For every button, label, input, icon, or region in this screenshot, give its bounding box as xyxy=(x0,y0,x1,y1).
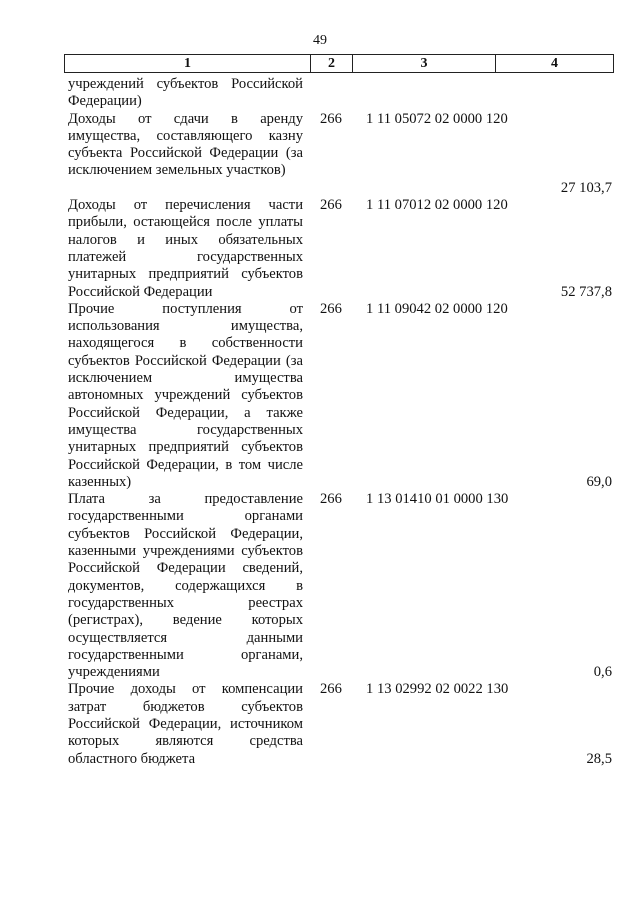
admin-code: 266 xyxy=(320,491,342,508)
table-row xyxy=(0,197,640,301)
income-name: учреждений субъектов Российской Федерации) xyxy=(68,76,303,110)
income-name: Прочие поступления от использования имущества, находящегося в собственности субъектов Российской Федерации (за исключением имущества автономных учреждений субъектов Российской Федерации, а также имущества государственных унитарных предприятий субъектов Российской Федерации, в том числе казенных) xyxy=(68,300,303,490)
admin-code: 266 xyxy=(320,681,342,698)
column-header-3: 3 xyxy=(353,55,496,72)
amount-value: 52 737,8 xyxy=(560,283,612,300)
budget-classification-code: 1 11 05072 02 0000 120 xyxy=(366,110,508,127)
income-name: Доходы от сдачи в аренду имущества, составляющего казну субъекта Российской Федерации (за исключением земельных участков) xyxy=(68,110,303,179)
amount-value: 69,0 xyxy=(586,473,612,490)
table-row xyxy=(0,681,640,767)
budget-classification-code: 1 11 09042 02 0000 120 xyxy=(366,300,508,317)
column-header-4: 4 xyxy=(551,56,558,71)
admin-code: 266 xyxy=(320,197,342,214)
table-body xyxy=(0,76,640,768)
table-row xyxy=(0,491,640,681)
table-header xyxy=(64,54,614,73)
table-row xyxy=(0,110,640,196)
income-name: Доходы от перечисления части прибыли, остающейся после уплаты налогов и иных обязательных платежей государственных унитарных предприятий субъектов Российской Федерации xyxy=(68,197,303,300)
table-row xyxy=(0,76,640,111)
admin-code: 266 xyxy=(320,110,342,127)
amount-value: 0,6 xyxy=(593,664,612,681)
table-row xyxy=(0,301,640,491)
amount-value: 28,5 xyxy=(586,750,612,767)
budget-classification-code: 1 13 01410 01 0000 130 xyxy=(366,491,509,508)
budget-classification-code: 1 13 02992 02 0022 130 xyxy=(366,681,509,698)
column-header-1: 1 xyxy=(65,55,311,72)
income-name: Прочие доходы от компенсации затрат бюджетов субъектов Российской Федерации, источником которых являются средства областного бюджета xyxy=(68,681,303,767)
admin-code: 266 xyxy=(320,300,342,317)
budget-classification-code: 1 11 07012 02 0000 120 xyxy=(366,197,508,214)
column-header-2: 2 xyxy=(311,55,353,72)
income-name: Плата за предоставление государственными органами субъектов Российской Федерации, казенными учреждениями субъектов Российской Федерации сведений, документов, содержащихся в государственных реестрах (регистрах), ведение которых осуществляется данными государственными органами, учреждениями xyxy=(68,491,303,681)
page-number: 49 xyxy=(313,33,327,48)
amount-value: 27 103,7 xyxy=(560,179,612,196)
